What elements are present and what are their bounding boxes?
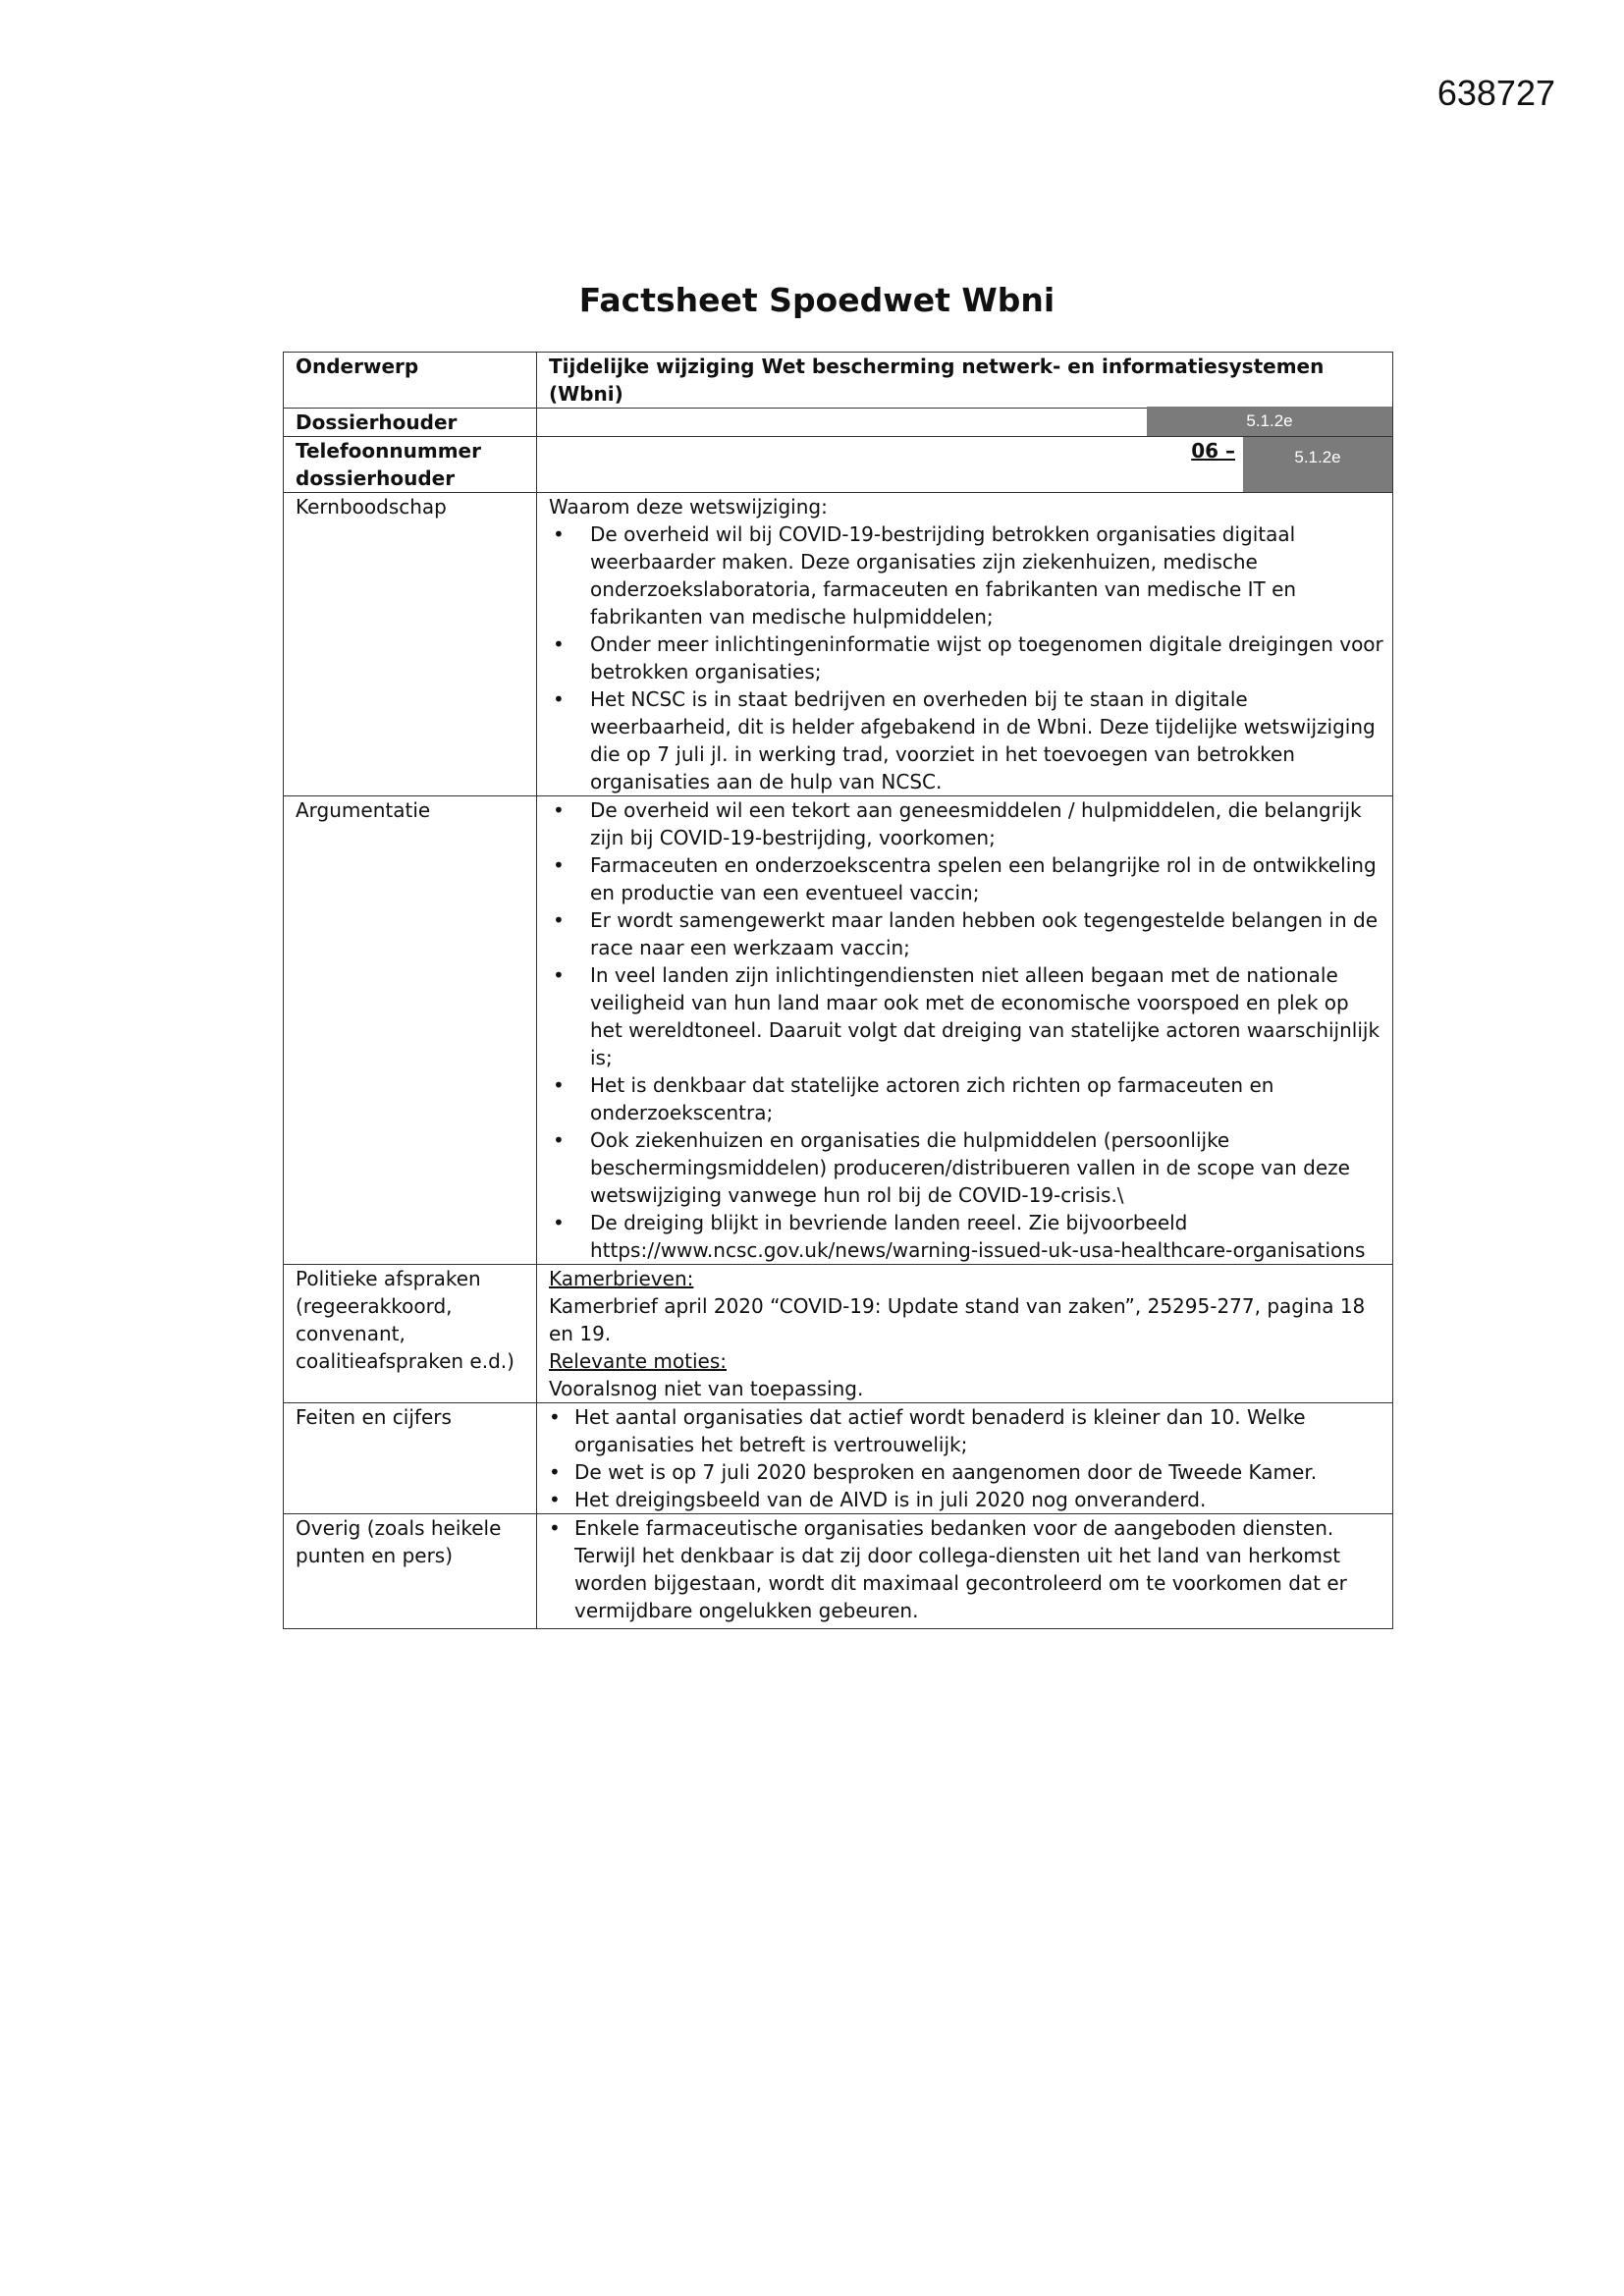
list-item: • Ook ziekenhuizen en organisaties die hulpmiddelen (persoonlijke beschermingsmiddelen) produceren/distribueren vallen in de scope van deze wetswijziging vanwege hun rol bij de COVID-19-crisis.\ bbox=[549, 1126, 1384, 1209]
value-onderwerp: Tijdelijke wijziging Wet bescherming netwerk- en informatiesystemen (Wbni) bbox=[537, 353, 1393, 409]
factsheet-table bbox=[283, 352, 1393, 1629]
kernboodschap-intro: Waarom deze wetswijziging: bbox=[549, 495, 828, 519]
list-item: • Farmaceuten en onderzoekscentra spelen een belangrijke rol in de ontwikkeling en productie van een eventueel vaccin; bbox=[549, 851, 1384, 906]
phone-prefix: 06 – bbox=[1191, 439, 1235, 463]
redaction-box: 5.1.2e bbox=[1147, 407, 1392, 436]
row-dossierhouder bbox=[284, 409, 1393, 437]
label-onderwerp: Onderwerp bbox=[284, 353, 537, 409]
label-dossierhouder: Dossierhouder bbox=[284, 409, 537, 437]
list-item: • Enkele farmaceutische organisaties bedanken voor de aangeboden diensten. Terwijl het denkbaar is dat zij door collega-diensten uit het land van herkomst worden bijgestaan, wordt dit maximaal gecontroleerd om te voorkomen dat er vermijdbare ongelukken gebeuren. bbox=[549, 1514, 1384, 1624]
row-onderwerp bbox=[284, 353, 1393, 409]
moties-text: Vooralsnog niet van toepassing. bbox=[549, 1377, 864, 1400]
list-item: • De overheid wil een tekort aan geneesmiddelen / hulpmiddelen, die belangrijk zijn bij COVID-19-bestrijding, voorkomen; bbox=[549, 796, 1384, 851]
value-telefoon bbox=[537, 437, 1393, 493]
kamerbrieven-heading: Kamerbrieven: bbox=[549, 1267, 694, 1290]
document-number: 638727 bbox=[1436, 73, 1555, 113]
list-item: • Het dreigingsbeeld van de AIVD is in juli 2020 nog onveranderd. bbox=[549, 1486, 1384, 1513]
row-argumentatie bbox=[284, 796, 1393, 1265]
list-item: • De wet is op 7 juli 2020 besproken en aangenomen door de Tweede Kamer. bbox=[549, 1458, 1384, 1486]
value-kernboodschap bbox=[537, 493, 1393, 796]
row-politiek bbox=[284, 1265, 1393, 1403]
row-feiten bbox=[284, 1403, 1393, 1514]
row-overig bbox=[284, 1514, 1393, 1629]
row-kernboodschap bbox=[284, 493, 1393, 796]
list-item: • Het aantal organisaties dat actief wordt benaderd is kleiner dan 10. Welke organisaties het betreft is vertrouwelijk; bbox=[549, 1403, 1384, 1458]
value-overig bbox=[537, 1514, 1393, 1629]
list-item: • In veel landen zijn inlichtingendiensten niet alleen begaan met de nationale veiligheid van hun land maar ook met de economische voorspoed en plek op het wereldtoneel. Daaruit volgt dat dreiging van statelijke actoren waarschijnlijk is; bbox=[549, 961, 1384, 1071]
label-overig: Overig (zoals heikele punten en pers) bbox=[284, 1514, 537, 1629]
list-item: • De dreiging blijkt in bevriende landen reeel. Zie bijvoorbeeld https://www.ncsc.gov.uk/news/warning-issued-uk-usa-healthcare-organisations bbox=[549, 1209, 1384, 1264]
value-argumentatie bbox=[537, 796, 1393, 1265]
redaction-box: 5.1.2e bbox=[1243, 437, 1392, 492]
list-item: • Het NCSC is in staat bedrijven en overheden bij te staan in digitale weerbaarheid, dit is helder afgebakend in de Wbni. Deze tijdelijke wetswijziging die op 7 juli jl. in werking trad, voorziet in het toevoegen van betrokken organisaties aan de hulp van NCSC. bbox=[549, 685, 1384, 795]
value-dossierhouder bbox=[537, 409, 1393, 437]
list-item: • De overheid wil bij COVID-19-bestrijding betrokken organisaties digitaal weerbaarder maken. Deze organisaties zijn ziekenhuizen, medische onderzoekslaboratoria, farmaceuten en fabrikanten van medische IT en fabrikanten van medische hulpmiddelen; bbox=[549, 520, 1384, 630]
page-title: Factsheet Spoedwet Wbni bbox=[578, 281, 1056, 319]
row-telefoon bbox=[284, 437, 1393, 493]
value-feiten bbox=[537, 1403, 1393, 1514]
kamerbrief-text: Kamerbrief april 2020 “COVID-19: Update stand van zaken”, 25295-277, pagina 18 en 19. bbox=[549, 1294, 1366, 1345]
label-telefoon: Telefoonnummer dossierhouder bbox=[284, 437, 537, 493]
moties-heading: Relevante moties: bbox=[549, 1349, 728, 1373]
list-item: • Er wordt samengewerkt maar landen hebben ook tegengestelde belangen in de race naar een werkzaam vaccin; bbox=[549, 906, 1384, 961]
label-argumentatie: Argumentatie bbox=[284, 796, 537, 1265]
label-kernboodschap: Kernboodschap bbox=[284, 493, 537, 796]
list-item: • Het is denkbaar dat statelijke actoren zich richten op farmaceuten en onderzoekscentra; bbox=[549, 1071, 1384, 1126]
label-politiek: Politieke afspraken (regeerakkoord, convenant, coalitieafspraken e.d.) bbox=[284, 1265, 537, 1403]
list-item: • Onder meer inlichtingeninformatie wijst op toegenomen digitale dreigingen voor betrokken organisaties; bbox=[549, 630, 1384, 685]
value-politiek bbox=[537, 1265, 1393, 1403]
label-feiten: Feiten en cijfers bbox=[284, 1403, 537, 1514]
